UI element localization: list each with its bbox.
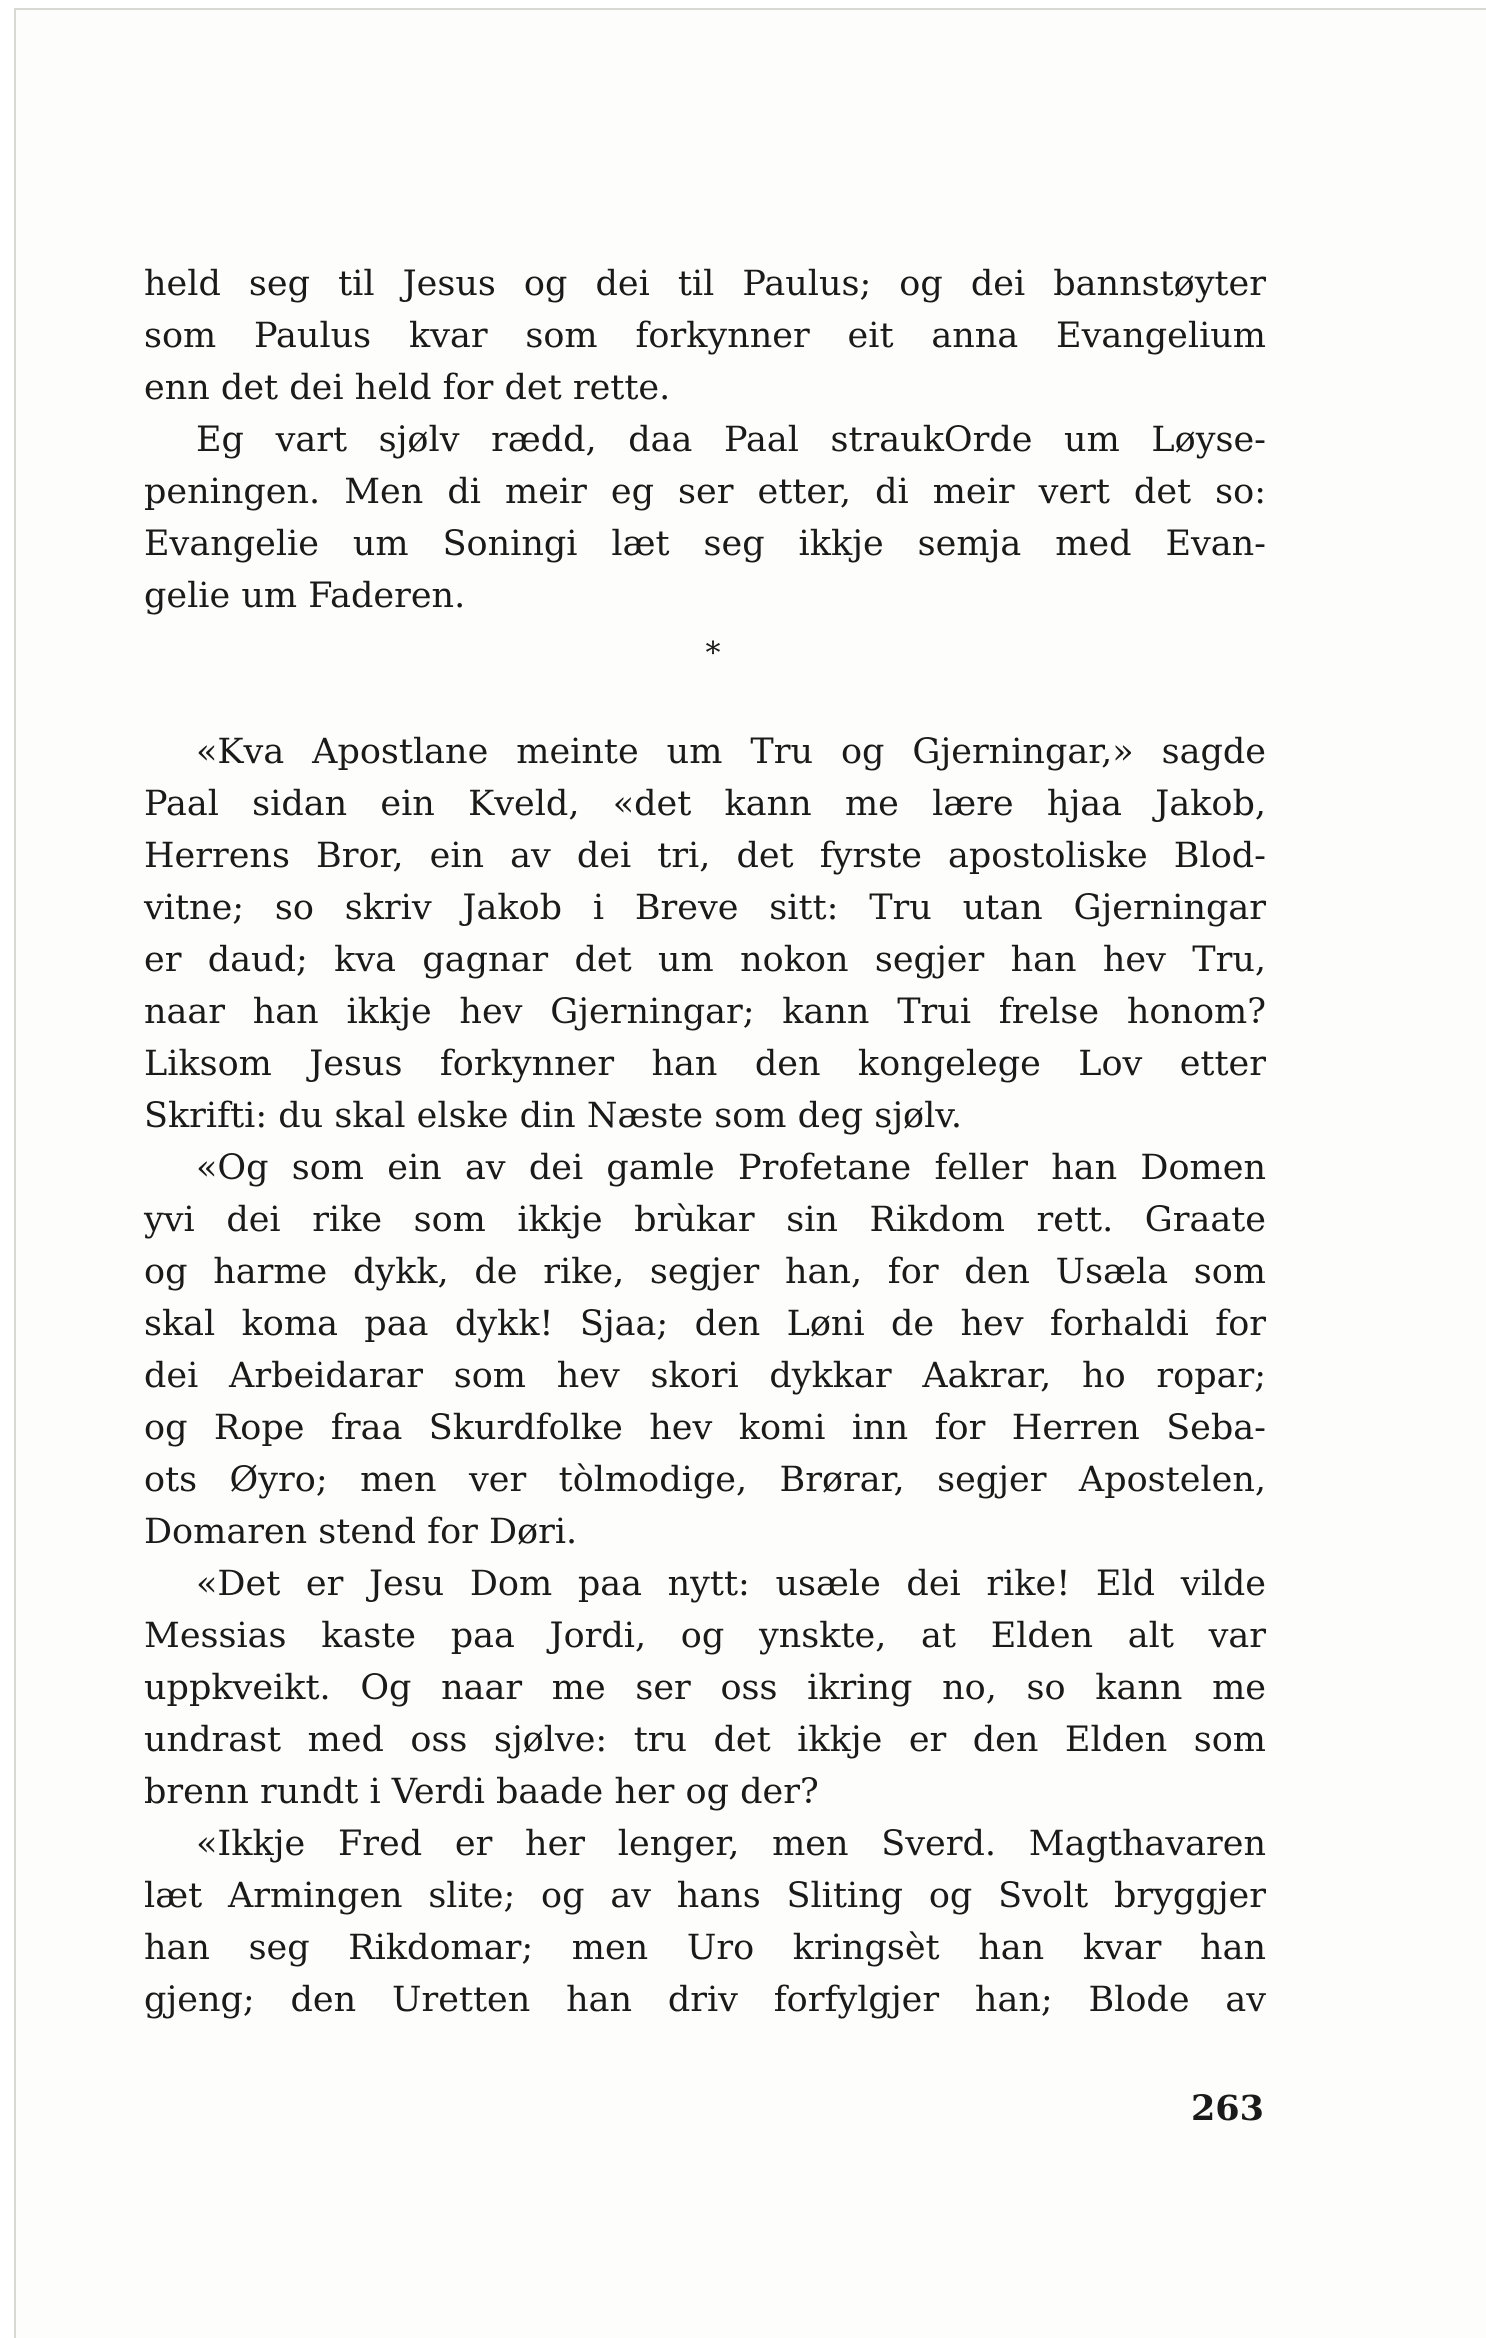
paragraph-1 — [144, 258, 1266, 414]
text-line: som Paulus kvar som forkynner eit anna Evangelium — [144, 316, 1266, 356]
page-number: 263 — [1190, 2088, 1264, 2129]
text-line: Domaren stend for Døri. — [144, 1512, 578, 1552]
text-line: «Ikkje Fred er her lenger, men Sverd. Magthavaren — [196, 1824, 1266, 1864]
text-line: enn det dei held for det rette. — [144, 368, 671, 408]
text-line: Skrifti: du skal elske din Næste som deg sjølv. — [144, 1096, 963, 1136]
text-line: gelie um Faderen. — [144, 576, 466, 616]
text-line: peningen. Men di meir eg ser etter, di meir vert det so: — [144, 472, 1266, 512]
paragraph-4 — [144, 1142, 1266, 1558]
text-line: og Rope fraa Skurdfolke hev komi inn for Herren Seba- — [144, 1408, 1266, 1448]
text-line: «Det er Jesu Dom paa nytt: usæle dei rike! Eld vilde — [196, 1564, 1266, 1604]
text-line: læt Armingen slite; og av hans Sliting og Svolt bryggjer — [144, 1876, 1266, 1916]
text-block-top — [144, 258, 1266, 622]
text-line: «Kva Apostlane meinte um Tru og Gjerningar,» sagde — [196, 732, 1266, 772]
text-line: Herrens Bror, ein av dei tri, det fyrste apostoliske Blod- — [144, 836, 1266, 876]
text-line: ots Øyro; men ver tòlmodige, Brørar, segjer Apostelen, — [144, 1460, 1266, 1500]
paragraph-3 — [144, 726, 1266, 1142]
text-line: uppkveikt. Og naar me ser oss ikring no, so kann me — [144, 1668, 1266, 1708]
text-line: held seg til Jesus og dei til Paulus; og dei bannstøyter — [144, 264, 1266, 304]
section-separator: * — [705, 636, 721, 671]
book-page — [14, 8, 1486, 2338]
text-line: Evangelie um Soningi læt seg ikkje semja med Evan- — [144, 524, 1266, 564]
text-line: vitne; so skriv Jakob i Breve sitt: Tru utan Gjerningar — [144, 888, 1266, 928]
text-line: skal koma paa dykk! Sjaa; den Løni de hev forhaldi for — [144, 1304, 1266, 1344]
text-line: gjeng; den Uretten han driv forfylgjer han; Blode av — [144, 1980, 1266, 2020]
text-line: dei Arbeidarar som hev skori dykkar Aakrar, ho ropar; — [144, 1356, 1266, 1396]
text-line: «Og som ein av dei gamle Profetane feller han Domen — [196, 1148, 1266, 1188]
text-line: Messias kaste paa Jordi, og ynskte, at Elden alt var — [144, 1616, 1266, 1656]
text-line: brenn rundt i Verdi baade her og der? — [144, 1772, 819, 1812]
text-line: er daud; kva gagnar det um nokon segjer han hev Tru, — [144, 940, 1266, 980]
paragraph-6 — [144, 1818, 1266, 2026]
text-line: Liksom Jesus forkynner han den kongelege Lov etter — [144, 1044, 1266, 1084]
text-line: og harme dykk, de rike, segjer han, for den Usæla som — [144, 1252, 1266, 1292]
text-line: undrast med oss sjølve: tru det ikkje er den Elden som — [144, 1720, 1266, 1760]
text-line: Eg vart sjølv rædd, daa Paal straukOrde um Løyse- — [196, 420, 1266, 460]
paragraph-2 — [144, 414, 1266, 622]
text-line: yvi dei rike som ikkje brùkar sin Rikdom rett. Graate — [144, 1200, 1266, 1240]
text-line: naar han ikkje hev Gjerningar; kann Trui frelse honom? — [144, 992, 1266, 1032]
text-block-main — [144, 726, 1266, 2026]
text-line: Paal sidan ein Kveld, «det kann me lære hjaa Jakob, — [144, 784, 1266, 824]
paragraph-5 — [144, 1558, 1266, 1818]
text-line: han seg Rikdomar; men Uro kringsèt han kvar han — [144, 1928, 1266, 1968]
